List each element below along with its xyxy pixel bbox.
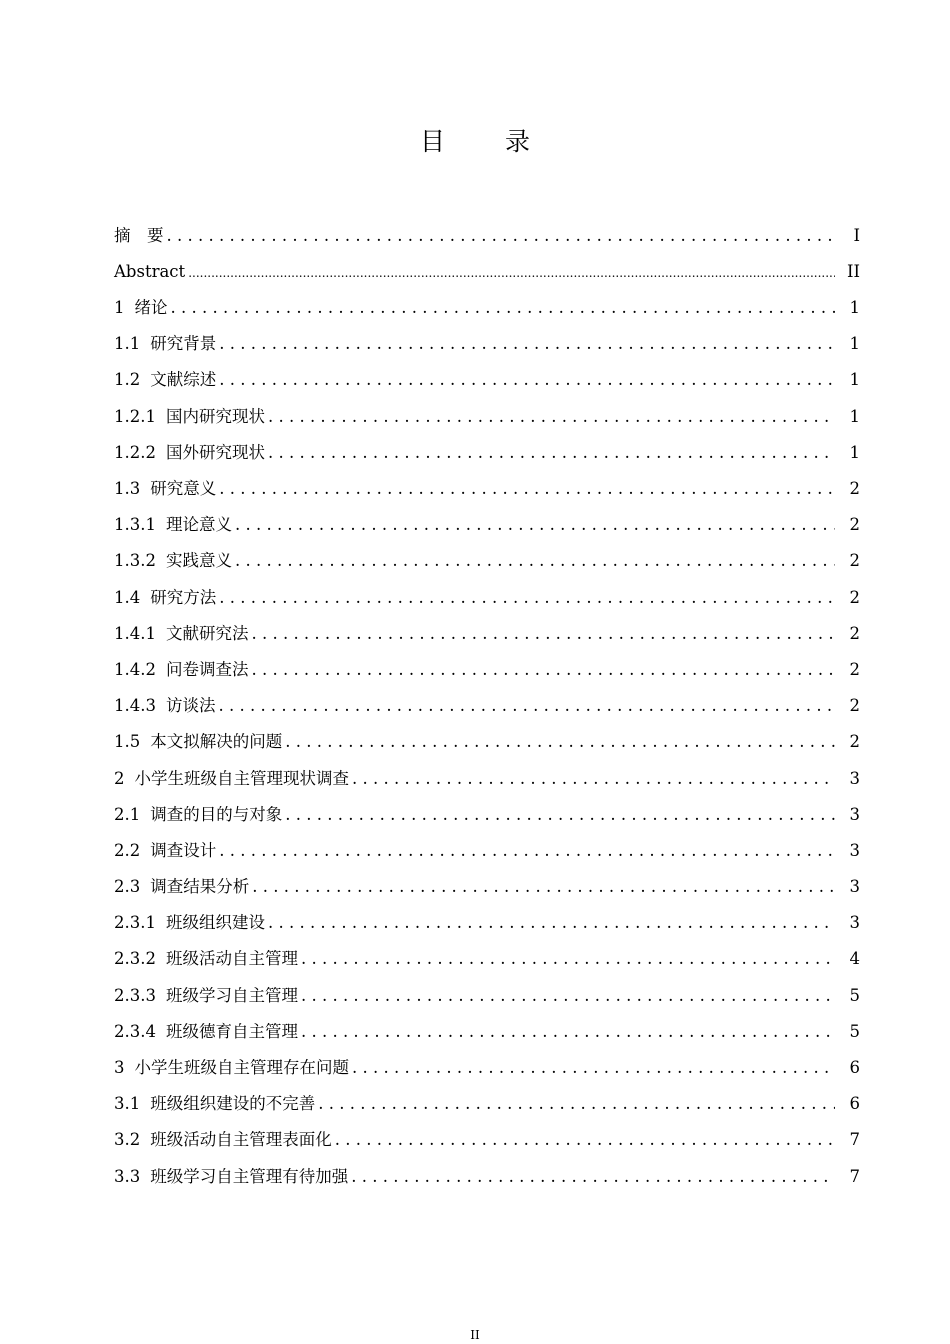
toc-dot-leader xyxy=(301,988,835,1005)
toc-entry-page: II xyxy=(846,261,860,281)
toc-entry-label xyxy=(114,406,265,426)
toc-entry-number: 1.3.2 xyxy=(114,551,156,571)
toc-entry-title: 班级组织建设 xyxy=(165,913,265,933)
toc-entry-title: 研究意义 xyxy=(150,479,217,498)
toc-dot-leader xyxy=(235,517,835,534)
toc-dot-leader xyxy=(219,843,835,860)
toc-entry-number: 1.3.1 xyxy=(114,515,156,535)
toc-entry[interactable] xyxy=(114,1149,860,1185)
toc-dot-leader xyxy=(171,300,836,317)
toc-entry[interactable] xyxy=(114,244,860,280)
toc-dot-leader xyxy=(218,698,835,715)
toc-dot-leader xyxy=(167,228,836,245)
toc-dot-leader xyxy=(285,807,835,824)
toc-entry-label xyxy=(114,1166,349,1186)
page-title: 目 录 xyxy=(420,127,556,156)
toc-entry-title: 班级德育自主管理 xyxy=(165,1021,298,1041)
toc-entry-title: 国内研究现状 xyxy=(165,406,265,426)
toc-entry-number: 1.4.3 xyxy=(114,696,156,716)
toc-entry[interactable] xyxy=(114,751,860,787)
toc-entry-label xyxy=(114,336,216,353)
toc-entry-number: 1.2.2 xyxy=(114,442,156,462)
toc-dot-leader xyxy=(268,409,835,426)
toc-dot-leader xyxy=(285,734,835,751)
toc-dot-leader xyxy=(318,1096,835,1113)
toc-entry-page: 3 xyxy=(849,768,860,788)
toc-entry-number: 2.3 xyxy=(114,877,141,897)
toc-entry-title: 摘 要 xyxy=(114,225,164,245)
toc-dot-leader xyxy=(352,771,835,788)
toc-dot-leader xyxy=(251,662,835,679)
toc-entry-title: 研究背景 xyxy=(150,334,217,354)
toc-entry-number: 1.4.1 xyxy=(114,623,156,643)
toc-dot-leader xyxy=(301,951,835,968)
toc-entry[interactable] xyxy=(114,642,860,678)
toc-entry-label xyxy=(114,587,217,607)
toc-entry-number: 1.4.2 xyxy=(114,659,156,679)
toc-entry[interactable] xyxy=(114,787,860,823)
toc-entry-page: 2 xyxy=(849,696,860,716)
toc-entry-title: 问卷调查法 xyxy=(165,659,249,679)
toc-entry-label xyxy=(114,915,265,932)
toc-dot-leader xyxy=(268,915,835,932)
toc-dot-leader xyxy=(268,445,835,462)
toc-entry-title: 班级活动自主管理表面化 xyxy=(150,1130,332,1150)
toc-entry-page: 2 xyxy=(849,623,860,643)
toc-entry-title: 研究方法 xyxy=(150,587,217,607)
toc-entry-page: 2 xyxy=(849,732,860,752)
toc-entry[interactable] xyxy=(114,932,860,968)
toc-entry-title: 调查设计 xyxy=(150,840,217,860)
toc-entry-page: 5 xyxy=(849,1021,860,1041)
page-number-footer: II xyxy=(470,1328,480,1342)
toc-entry[interactable] xyxy=(114,570,860,606)
toc-entry-page: 2 xyxy=(849,551,860,571)
toc-entry-number: 1.3 xyxy=(114,479,141,498)
toc-entry-page: 2 xyxy=(849,515,860,535)
toc-entry-page: 3 xyxy=(849,877,860,897)
toc-entry-page: 3 xyxy=(849,913,860,933)
toc-dot-leader xyxy=(219,481,835,498)
toc-entry-number: 2 xyxy=(114,768,125,788)
toc-entry-title: 调查的目的与对象 xyxy=(150,804,283,824)
toc-entry-title: 文献研究法 xyxy=(165,623,249,643)
toc-entry-title: Abstract xyxy=(114,261,186,281)
toc-dot-leader xyxy=(301,1024,835,1041)
toc-entry-title: 班级学习自主管理 xyxy=(165,985,298,1005)
toc-entry[interactable] xyxy=(114,498,860,534)
toc-entry-page: 2 xyxy=(849,587,860,607)
toc-entry-number: 2.3.1 xyxy=(114,913,156,933)
toc-entry[interactable] xyxy=(114,1113,860,1149)
toc-entry-label xyxy=(114,804,283,824)
toc-entry-label xyxy=(114,879,249,896)
toc-entry-page: 1 xyxy=(849,370,860,390)
toc-entry[interactable] xyxy=(114,1077,860,1113)
toc-entry-title: 实践意义 xyxy=(165,551,232,571)
toc-entry-page: 2 xyxy=(849,659,860,679)
toc-entry-number: 2.3.3 xyxy=(114,985,156,1005)
toc-entry-label xyxy=(114,951,298,968)
toc-entry-label xyxy=(114,261,186,281)
toc-entry[interactable] xyxy=(114,208,860,244)
toc-entry[interactable] xyxy=(114,859,860,895)
toc-entry-number: 2.3.2 xyxy=(114,949,156,969)
toc-entry-label xyxy=(114,840,217,860)
toc-entry[interactable] xyxy=(114,1004,860,1040)
toc-entry[interactable] xyxy=(114,896,860,932)
toc-entry-page: 7 xyxy=(849,1166,860,1186)
toc-entry-title: 小学生班级自主管理现状调查 xyxy=(134,768,349,788)
toc-dot-leader xyxy=(352,1060,835,1077)
toc-entry-title: 本文拟解决的问题 xyxy=(150,732,283,752)
toc-entry[interactable] xyxy=(114,425,860,461)
toc-entry-number: 2.3.4 xyxy=(114,1021,156,1041)
toc-entry-title: 理论意义 xyxy=(165,515,232,535)
toc-entry[interactable] xyxy=(114,534,860,570)
toc-entry-page: 3 xyxy=(849,840,860,860)
toc-entry-number: 3.3 xyxy=(114,1166,141,1186)
toc-entry[interactable] xyxy=(114,317,860,353)
toc-entry-label xyxy=(114,985,298,1005)
toc-entry-page: 5 xyxy=(849,985,860,1005)
toc-entry-label xyxy=(114,1096,315,1113)
toc-entry-title: 国外研究现状 xyxy=(165,442,265,462)
toc-dot-leader xyxy=(335,1132,835,1149)
toc-entry-page: 1 xyxy=(849,442,860,462)
toc-entry-title: 调查结果分析 xyxy=(150,877,250,897)
toc-entry-label xyxy=(114,442,265,462)
toc-entry-label xyxy=(114,225,164,245)
toc-entry-label xyxy=(114,768,349,788)
toc-entry[interactable] xyxy=(114,280,860,316)
toc-entry-number: 1.4 xyxy=(114,587,141,607)
toc-entry-number: 1.2 xyxy=(114,370,141,390)
toc-entry-number: 1 xyxy=(114,298,125,318)
toc-entry-number: 1.5 xyxy=(114,732,141,752)
toc-entry-page: 3 xyxy=(849,804,860,824)
toc-entry-number: 2.2 xyxy=(114,840,141,860)
toc-entry[interactable] xyxy=(114,715,860,751)
table-of-contents xyxy=(114,208,860,1185)
toc-dot-leader xyxy=(251,626,835,643)
toc-entry-page: 7 xyxy=(849,1130,860,1150)
toc-entry-number: 1.1 xyxy=(114,334,141,354)
toc-entry-label xyxy=(114,734,282,751)
toc-entry-label xyxy=(114,372,216,389)
toc-entry-label xyxy=(114,517,232,534)
toc-entry-page: 6 xyxy=(849,1058,860,1077)
toc-entry-number: 2.1 xyxy=(114,804,141,824)
toc-dot-leader xyxy=(219,372,835,389)
toc-entry-label xyxy=(114,1021,298,1041)
toc-entry[interactable] xyxy=(114,968,860,1004)
toc-entry-title: 班级活动自主管理 xyxy=(165,949,298,969)
toc-entry-page: 6 xyxy=(849,1094,860,1114)
toc-entry-page: 1 xyxy=(849,298,860,318)
toc-dot-leader xyxy=(219,336,835,353)
toc-entry-page: 1 xyxy=(849,406,860,426)
toc-entry-label xyxy=(114,698,215,715)
toc-entry-page: 4 xyxy=(849,949,860,969)
toc-entry-title: 文献综述 xyxy=(150,370,217,390)
toc-entry[interactable] xyxy=(114,461,860,497)
toc-entry-number: 3 xyxy=(114,1058,125,1077)
toc-entry-label xyxy=(114,1132,332,1149)
toc-entry-title: 班级组织建设的不完善 xyxy=(150,1094,316,1114)
toc-entry-label xyxy=(114,1060,349,1077)
toc-entry[interactable] xyxy=(114,389,860,425)
toc-entry-label xyxy=(114,300,168,317)
toc-entry[interactable] xyxy=(114,353,860,389)
toc-entry-label xyxy=(114,481,216,498)
toc-entry-title: 绪论 xyxy=(134,298,168,318)
toc-entry-number: 1.2.1 xyxy=(114,406,156,426)
toc-entry-title: 班级学习自主管理有待加强 xyxy=(150,1166,349,1186)
toc-dot-leader xyxy=(188,264,835,281)
toc-entry-title: 访谈法 xyxy=(165,696,216,716)
toc-entry[interactable] xyxy=(114,1040,860,1076)
toc-entry-number: 3.2 xyxy=(114,1130,141,1150)
toc-entry[interactable] xyxy=(114,678,860,714)
toc-entry-label xyxy=(114,623,249,643)
toc-dot-leader xyxy=(351,1169,835,1186)
toc-dot-leader xyxy=(219,590,835,607)
toc-entry-page: 1 xyxy=(849,334,860,354)
toc-entry-number: 3.1 xyxy=(114,1094,141,1114)
toc-entry-label xyxy=(114,553,232,570)
toc-dot-leader xyxy=(252,879,835,896)
toc-entry-title: 小学生班级自主管理存在问题 xyxy=(134,1058,349,1077)
toc-entry-label xyxy=(114,659,249,679)
toc-entry-page: 2 xyxy=(849,479,860,498)
toc-entry[interactable] xyxy=(114,606,860,642)
toc-entry-page: I xyxy=(853,225,860,245)
toc-entry[interactable] xyxy=(114,823,860,859)
toc-dot-leader xyxy=(235,553,835,570)
